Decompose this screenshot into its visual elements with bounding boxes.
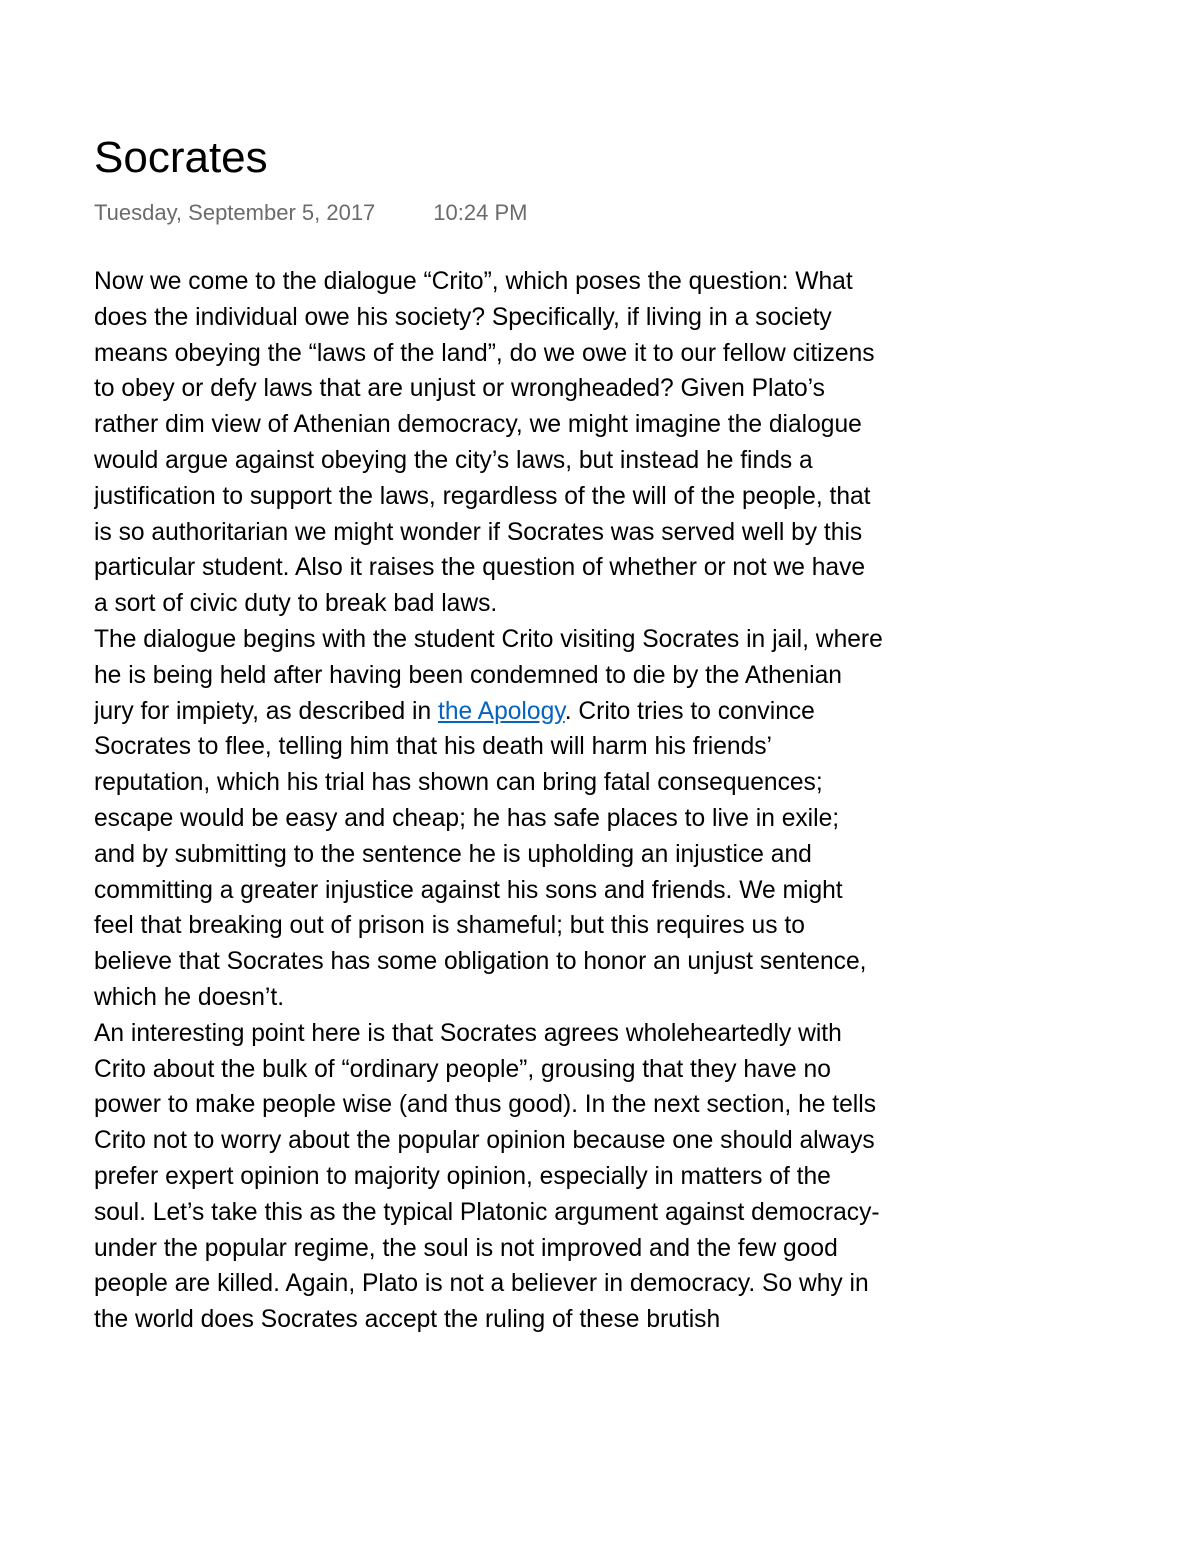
page-time: 10:24 PM: [433, 200, 528, 225]
paragraph-2-text-before-link: The dialogue begins with the student Crito visiting Socrates in jail, where he is being held after having been condemned to die by the Athenian jury for impiety, as described in: [94, 625, 883, 725]
paragraph-3: An interesting point here is that Socrates agrees wholeheartedly with Crito about the bulk of “ordinary people”, grousing that they have no power to make people wise (and thus good). In the next section, he tells Crito not to worry about the popular opinion because one should always prefer expert opinion to majority opinion, especially in matters of the soul. Let’s take this as the typical Platonic argument against democracy- under the popular regime, the soul is not improved and the few good people are killed. Again, Plato is not a believer in democracy. So why in the world does Socrates accept the ruling of these brutish: [94, 1019, 880, 1334]
paragraph-2-text-after-link: . Crito tries to convince Socrates to flee, telling him that his death will harm his friends’ reputation, which his trial has shown can bring fatal consequences; escape would be easy and cheap; he has safe places to live in exile; and by submitting to the sentence he is upholding an injustice and committing a greater injustice against his sons and friends. We might feel that breaking out of prison is shameful; but this requires us to believe that Socrates has some obligation to honor an unjust sentence, which he doesn’t.: [94, 697, 867, 1011]
apology-link[interactable]: the Apology: [438, 697, 565, 725]
paragraph-1: Now we come to the dialogue “Crito”, which poses the question: What does the individual owe his society? Specifically, if living in a society means obeying the “laws of the land”, do we owe it to our fellow citizens to obey or defy laws that are unjust or wrongheaded? Given Plato’s rather dim view of Athenian democracy, we might imagine the dialogue would argue against obeying the city’s laws, but instead he finds a justification to support the laws, regardless of the will of the people, that is so authoritarian we might wonder if Socrates was served well by this particular student. Also it raises the question of whether or not we have a sort of civic duty to break bad laws.: [94, 268, 875, 618]
page-metadata: [94, 198, 527, 228]
page-date: Tuesday, September 5, 2017: [94, 200, 376, 225]
page-title: Socrates: [94, 133, 268, 182]
paragraph-2: [94, 622, 884, 1016]
page-body: [94, 264, 884, 1436]
body-text: [94, 264, 884, 1338]
